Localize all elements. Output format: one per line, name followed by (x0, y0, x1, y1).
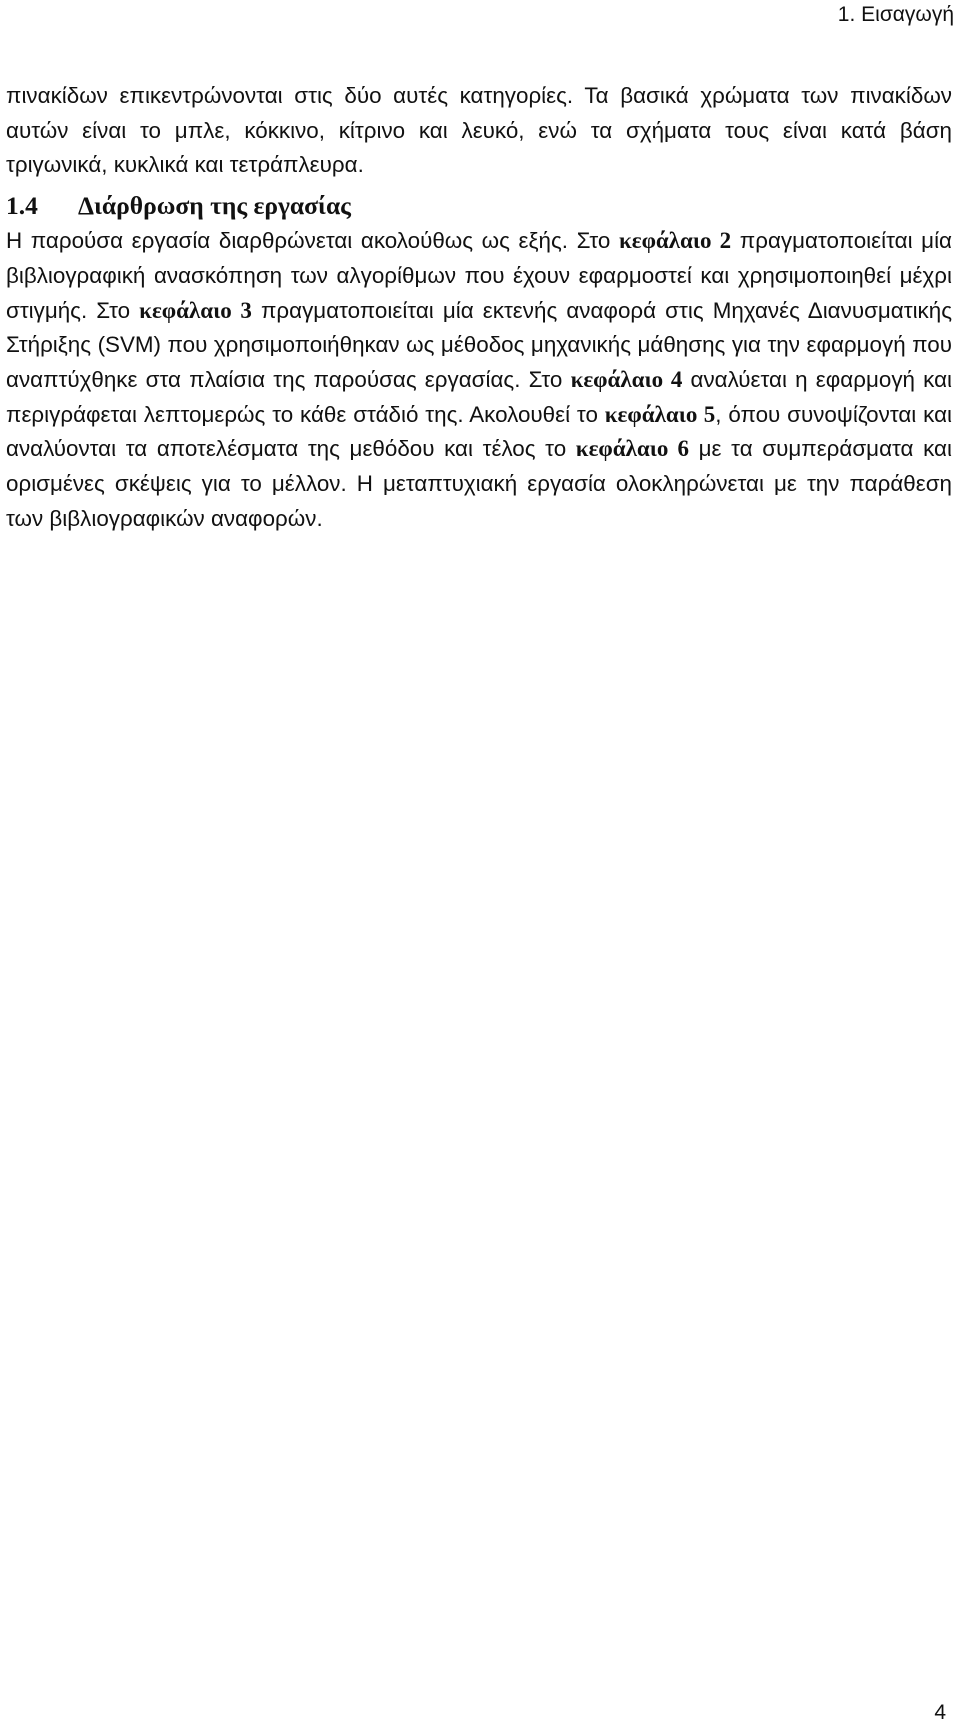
page-number: 4 (934, 1701, 946, 1724)
chapter-6-reference: κεφάλαιο 6 (575, 436, 690, 462)
chapter-5-reference: κεφάλαιο 5 (604, 401, 716, 427)
structure-text-5: , όπου συνοψίζονται και αναλύονται τα αποτελέσματα της μεθόδου και τέλος το (6, 401, 952, 462)
structure-text-6: με τα συμπεράσματα και ορισμένες σκέψεις για το μέλλον. Η μεταπτυχιακή εργασία ολοκληρώνεται με την παράθεση των βιβλιογραφικών αναφορών. (6, 436, 952, 531)
structure-text-3: πραγματοποιείται μία εκτενής αναφορά στις Μηχανές Διανυσματικής Στήριξης (SVM) που χρησιμοποιήθηκαν ως μέθοδος μηχανικής μάθησης για την εφαρμογή που αναπτύχθηκε στα πλαίσια της παρούσας εργασίας. Στο (6, 297, 952, 392)
chapter-3-reference: κεφάλαιο 3 (139, 297, 252, 323)
structure-paragraph (6, 224, 952, 536)
structure-text-4: αναλύεται η εφαρμογή και περιγράφεται λεπτομερώς το κάθε στάδιό της. Ακολουθεί το (6, 366, 952, 427)
page-body (6, 79, 952, 536)
section-heading (6, 187, 952, 224)
running-header: 1. Εισαγωγή (837, 3, 954, 26)
section-title: Διάρθρωση της εργασίας (78, 191, 351, 221)
chapter-4-reference: κεφάλαιο 4 (570, 366, 683, 392)
structure-text-1: Η παρούσα εργασία διαρθρώνεται ακολούθως ως εξής. Στο (6, 228, 619, 254)
chapter-2-reference: κεφάλαιο 2 (618, 228, 732, 254)
structure-text-2: πραγματοποιείται μία βιβλιογραφική ανασκόπηση των αλγορίθμων που έχουν εφαρμοστεί και χρησιμοποιηθεί μέχρι στιγμής. Στο (6, 228, 952, 323)
intro-paragraph: πινακίδων επικεντρώνονται στις δύο αυτές κατηγορίες. Τα βασικά χρώματα των πινακίδων αυτών είναι το μπλε, κόκκινο, κίτρινο και λευκό, ενώ τα σχήματα τους είναι κατά βάση τριγωνικά, κυκλικά και τετράπλευρα. (6, 83, 952, 178)
section-number: 1.4 (6, 191, 38, 221)
